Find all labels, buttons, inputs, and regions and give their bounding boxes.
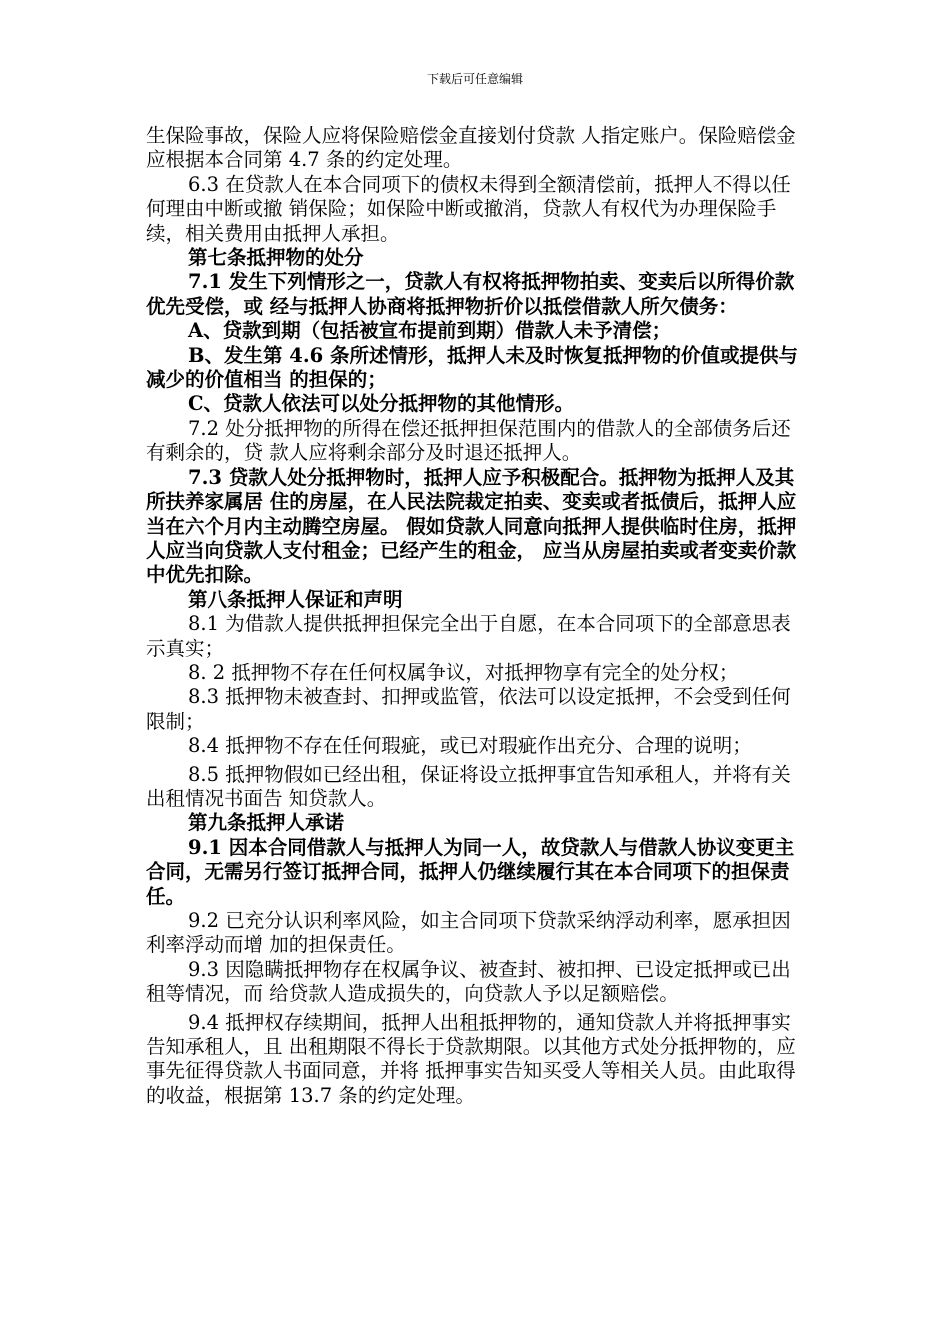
clause-7-1: 7.1 发生下列情形之一，贷款人有权将抵押物拍卖、变卖后以所得价款优先受偿，或 经与抵押人协商将抵押物折价以抵偿借款人所欠债务： [146,270,795,318]
clause-6-3: 6.3 在贷款人在本合同项下的债权未得到全额清偿前，抵押人不得以任何理由中断或撤 销保险；如保险中断或撤消，贷款人有权代为办理保险手续，相关费用由抵押人承担。 [146,172,791,245]
article-7-heading: 第七条抵押物的处分 [188,246,364,270]
clause-8-1: 8.1 为借款人提供抵押担保完全出于自愿，在本合同项下的全部意思表示真实； [146,612,791,660]
page-header: 下载后可任意编辑 [426,72,523,86]
clause-8-5: 8.5 抵押物假如已经出租，保证将设立抵押事宜告知承租人，并将有关出租情况书面告 知贷款人。 [146,762,791,810]
paragraph-insurance-claim: 生保险事故，保险人应将保险赔偿金直接划付贷款 人指定账户。保险赔偿金应根据本合同第 4.7 条的约定处理。 [146,124,796,172]
clause-8-2: 8. 2 抵押物不存在任何权属争议，对抵押物享有完全的处分权； [188,660,739,684]
clause-7-1-c: C、贷款人依法可以处分抵押物的其他情形。 [188,392,575,416]
clause-8-3: 8.3 抵押物未被查封、扣押或监管，依法可以设定抵押，不会受到任何限制； [146,685,791,733]
document-body [146,124,806,1108]
clause-7-3: 7.3 贷款人处分抵押物时，抵押人应予积极配合。抵押物为抵押人及其所扶养家属居 住的房屋，在人民法院裁定拍卖、变卖或者抵债后，抵押人应当在六个月内主动腾空房屋。 假如贷款人同意向抵押人提供临时住房，抵押人应当向贷款人支付租金；已经产生的租金， 应当从房屋拍卖或者变卖价款中优先扣除。 [146,465,797,587]
clause-9-3: 9.3 因隐瞒抵押物存在权属争议、被查封、被扣押、已设定抵押或已出租等情况，而 给贷款人造成损失的，向贷款人予以足额赔偿。 [146,957,791,1006]
clause-9-2: 9.2 已充分认识利率风险，如主合同项下贷款采纳浮动利率，愿承担因利率浮动而增 加的担保责任。 [146,909,791,957]
clause-9-1: 9.1 因本合同借款人与抵押人为同一人，故贷款人与借款人协议变更主合同，无需另行签订抵押合同，抵押人仍继续履行其在本合同项下的担保责任。 [146,835,795,908]
clause-7-1-b: B、发生第 4.6 条所述情形，抵押人未及时恢复抵押物的价值或提供与减少的价值相当 的担保的； [146,343,798,392]
article-9-heading: 第九条抵押人承诺 [188,811,345,835]
clause-7-1-a: A、贷款到期（包括被宣布提前到期）借款人未予清偿； [188,319,672,343]
clause-8-4: 8.4 抵押物不存在任何瑕疵，或已对瑕疵作出充分、合理的说明； [188,734,752,758]
clause-9-4: 9.4 抵押权存续期间，抵押人出租抵押物的，通知贷款人并将抵押事实告知承租人，且 出租期限不得长于贷款期限。以其他方式处分抵押物的，应事先征得贷款人书面同意，并将 抵押事实告知买受人等相关人员。由此取得的收益，根据第 13.7 条的约定处理。 [146,1010,796,1107]
clause-7-2: 7.2 处分抵押物的所得在偿还抵押担保范围内的借款人的全部债务后还有剩余的，贷 款人应将剩余部分及时退还抵押人。 [146,416,791,465]
article-8-heading: 第八条抵押人保证和声明 [188,587,403,611]
